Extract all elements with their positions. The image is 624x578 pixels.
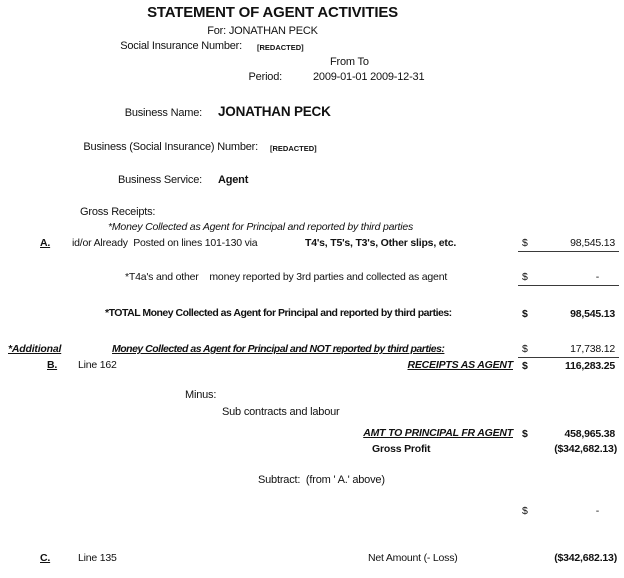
row-a-label: A. <box>40 237 51 249</box>
subcontracts-label: Sub contracts and labour <box>222 406 340 418</box>
additional-amount-cell <box>518 342 619 358</box>
gross-profit-caption: Gross Profit <box>372 443 431 455</box>
additional-row-label: *Additional <box>8 343 62 355</box>
row-c-label: C. <box>40 552 51 564</box>
gross-profit-amount: ($342,682.13) <box>554 443 617 455</box>
additional-amount: 17,738.12 <box>570 343 615 355</box>
business-name-label: Business Name: <box>124 107 202 119</box>
amt-to-principal-currency: $ <box>522 428 528 440</box>
business-sin-label: Business (Social Insurance) Number: <box>83 141 258 153</box>
amt-to-principal-caption: AMT TO PRINCIPAL FR AGENT <box>363 427 513 439</box>
row-b-currency: $ <box>522 360 528 372</box>
gross-receipts-heading: Gross Receipts: <box>80 206 156 218</box>
amt-to-principal-amount: 458,965.38 <box>564 428 615 440</box>
t4a-amount-cell <box>518 270 619 286</box>
t4a-row-text: *T4a's and other money reported by 3rd parties and collected as agent <box>125 271 448 283</box>
t4a-currency: $ <box>522 271 528 283</box>
row-b-label: B. <box>47 359 58 371</box>
total-row-text: *TOTAL Money Collected as Agent for Principal and reported by third parties: <box>105 307 452 319</box>
row-a-amount-cell <box>518 236 619 252</box>
from-to-label: From To <box>330 56 369 68</box>
sin-value-redacted: [REDACTED] <box>257 43 304 52</box>
sin-label: Social Insurance Number: <box>120 40 242 52</box>
row-b-amount-cell <box>518 358 619 374</box>
additional-row-text: Money Collected as Agent for Principal and NOT reported by third parties: <box>112 343 445 355</box>
row-a-text-bold: T4's, T5's, T3's, Other slips, etc. <box>305 237 457 249</box>
minus-label: Minus: <box>185 389 217 401</box>
row-a-text: id/or Already Posted on lines 101-130 via <box>72 237 258 249</box>
total-currency: $ <box>522 308 528 320</box>
for-line: For: JONATHAN PECK <box>207 25 318 37</box>
row-b-text: Line 162 <box>78 359 117 371</box>
period-value: 2009-01-01 2009-12-31 <box>313 71 425 83</box>
period-label: Period: <box>248 71 282 83</box>
blank-amount: - <box>595 505 599 517</box>
additional-currency: $ <box>522 343 528 355</box>
row-c-text: Line 135 <box>78 552 117 564</box>
row-a-currency: $ <box>522 237 528 249</box>
document-title: STATEMENT OF AGENT ACTIVITIES <box>147 4 398 21</box>
amt-to-principal-caption-wrap <box>0 427 513 439</box>
business-sin-value-redacted: [REDACTED] <box>270 144 317 153</box>
row-b-caption-wrap <box>0 359 513 371</box>
row-b-amount: 116,283.25 <box>565 360 615 372</box>
row-a-amount: 98,545.13 <box>570 237 615 249</box>
business-service-label: Business Service: <box>117 174 202 186</box>
subtract-label: Subtract: (from ' A.' above) <box>258 474 385 486</box>
net-amount-caption: Net Amount (- Loss) <box>368 552 458 564</box>
amt-to-principal-amount-cell <box>518 426 619 442</box>
blank-currency: $ <box>522 505 528 517</box>
business-name-value: JONATHAN PECK <box>218 104 331 119</box>
receipts-as-agent-caption: RECEIPTS AS AGENT <box>407 359 513 371</box>
t4a-amount: - <box>595 271 599 283</box>
total-amount: 98,545.13 <box>570 308 615 320</box>
money-collected-note: *Money Collected as Agent for Principal and reported by third parties <box>108 221 414 233</box>
total-amount-cell <box>518 306 619 322</box>
row-c-amount: ($342,682.13) <box>554 552 617 564</box>
business-service-value: Agent <box>218 174 249 186</box>
blank-amount-cell <box>518 503 619 519</box>
